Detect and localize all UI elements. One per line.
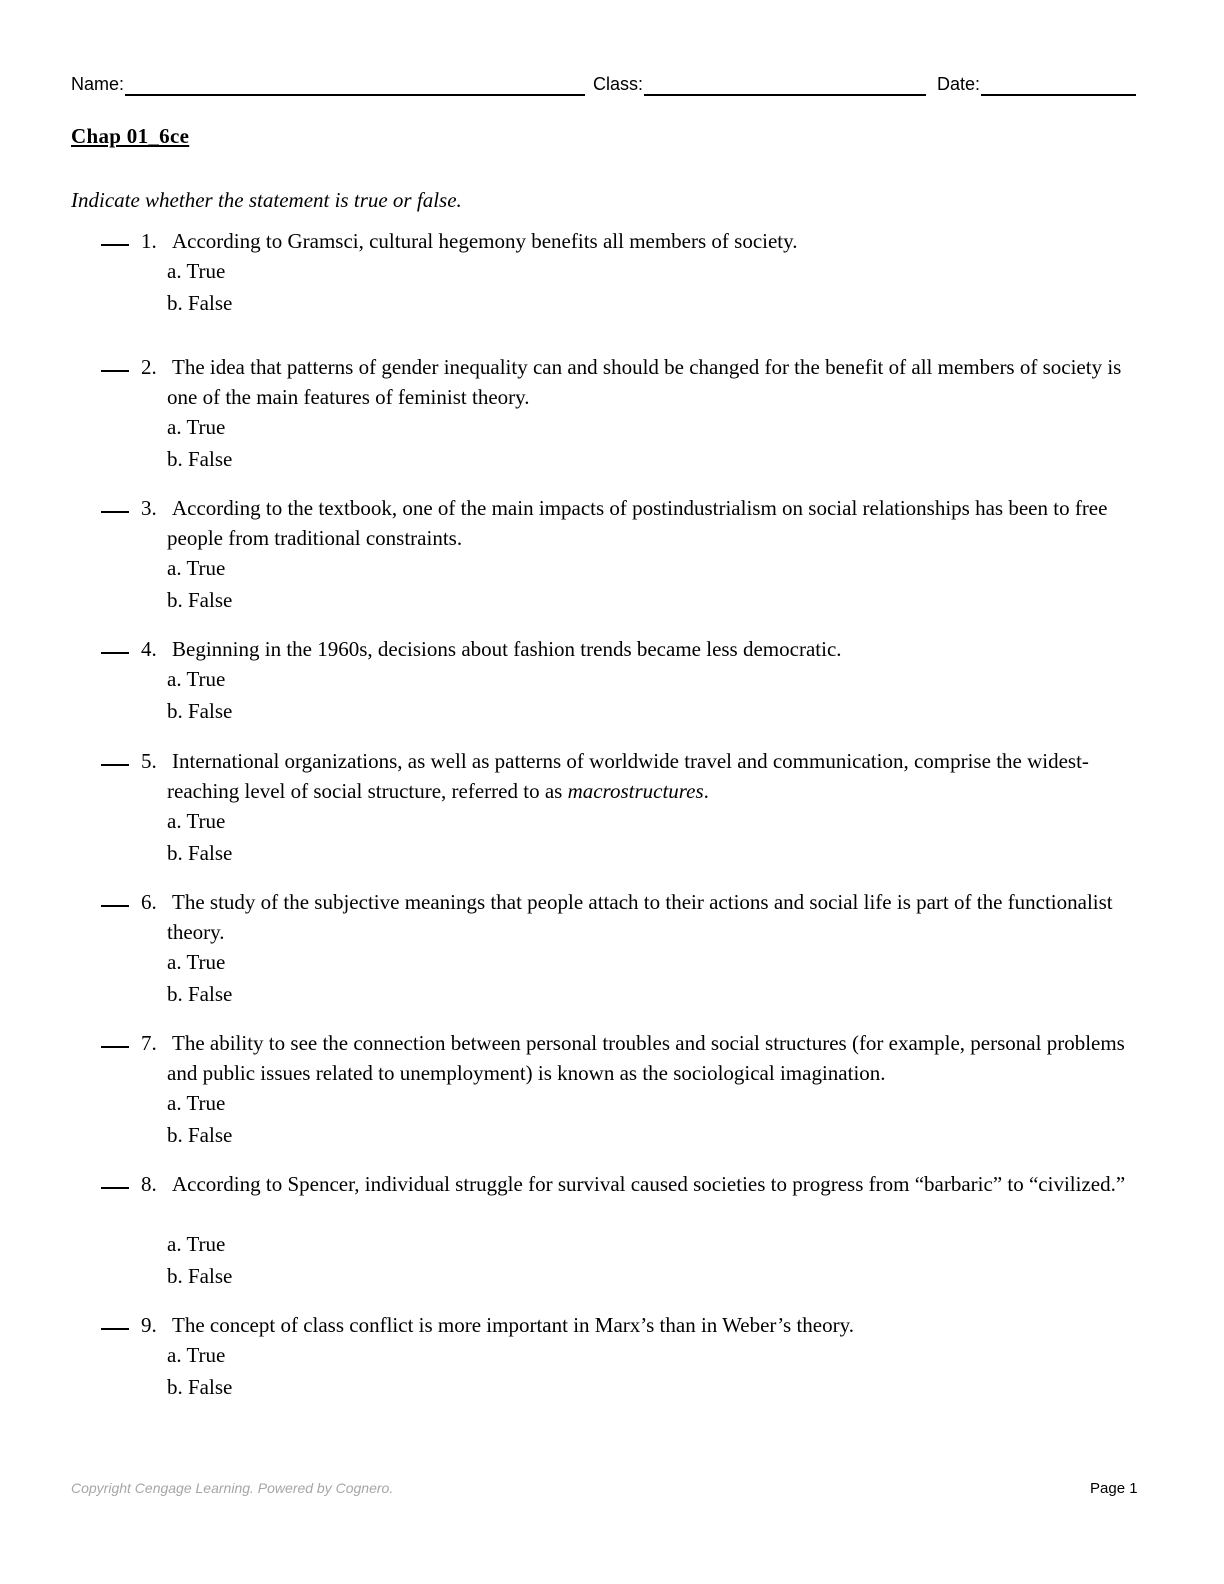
answer-blank[interactable] bbox=[101, 652, 129, 654]
option-true: a. True bbox=[167, 415, 226, 439]
option-false: b. False bbox=[167, 699, 233, 723]
option-true: a. True bbox=[167, 667, 226, 691]
name-label: Name: bbox=[71, 74, 125, 94]
copyright-notice: Copyright Cengage Learning. Powered by Cognero. bbox=[71, 1480, 394, 1496]
option-true: a. True bbox=[167, 809, 226, 833]
question-number: 8. bbox=[141, 1172, 157, 1196]
question-stem: The study of the subjective meanings that people attach to their actions and social life is part of the functionalist theory. bbox=[167, 890, 1113, 944]
answer-blank[interactable] bbox=[101, 511, 129, 513]
option-true: a. True bbox=[167, 259, 226, 283]
option-true: a. True bbox=[167, 1343, 226, 1367]
option-true: a. True bbox=[167, 950, 226, 974]
option-false: b. False bbox=[167, 291, 233, 315]
student-info-header bbox=[71, 72, 1141, 98]
question-number: 9. bbox=[141, 1313, 157, 1337]
question-stem: According to Gramsci, cultural hegemony benefits all members of society. bbox=[172, 229, 798, 253]
instructions: Indicate whether the statement is true or false. bbox=[71, 188, 462, 212]
name-line[interactable] bbox=[125, 74, 585, 96]
question-number: 3. bbox=[141, 496, 157, 520]
question-number: 2. bbox=[141, 355, 157, 379]
option-true: a. True bbox=[167, 556, 226, 580]
option-false: b. False bbox=[167, 1375, 233, 1399]
question-stem: According to the textbook, one of the main impacts of postindustrialism on social relationships has been to free people from traditional constraints. bbox=[167, 496, 1108, 550]
question-stem: The idea that patterns of gender inequality can and should be changed for the benefit of all members of society is one of the main features of feminist theory. bbox=[167, 355, 1122, 409]
answer-blank[interactable] bbox=[101, 764, 129, 766]
question-stem: Beginning in the 1960s, decisions about fashion trends became less democratic. bbox=[172, 637, 842, 661]
name-field[interactable] bbox=[71, 72, 585, 96]
class-line[interactable] bbox=[644, 74, 926, 96]
date-label: Date: bbox=[937, 74, 981, 94]
option-false: b. False bbox=[167, 1123, 233, 1147]
question-number: 7. bbox=[141, 1031, 157, 1055]
question-stem: According to Spencer, individual struggle for survival caused societies to progress from “barbaric” to “civilized.” bbox=[172, 1172, 1126, 1196]
answer-blank[interactable] bbox=[101, 244, 129, 246]
question-number: 4. bbox=[141, 637, 157, 661]
option-false: b. False bbox=[167, 1264, 233, 1288]
question-number: 5. bbox=[141, 749, 157, 773]
question-stem bbox=[167, 746, 1142, 806]
page-number: Page 1 bbox=[1090, 1480, 1138, 1497]
stem-end: . bbox=[703, 779, 709, 803]
answer-blank[interactable] bbox=[101, 1046, 129, 1048]
class-label: Class: bbox=[593, 74, 644, 94]
option-false: b. False bbox=[167, 447, 233, 471]
option-true: a. True bbox=[167, 1232, 226, 1256]
page-title: Chap 01_6ce bbox=[71, 124, 190, 148]
question-stem: The concept of class conflict is more important in Marx’s than in Weber’s theory. bbox=[172, 1313, 854, 1337]
option-false: b. False bbox=[167, 588, 233, 612]
question-stem: The ability to see the connection between personal troubles and social structures (for example, personal problems and public issues related to unemployment) is known as the sociological imagination. bbox=[167, 1031, 1125, 1085]
answer-blank[interactable] bbox=[101, 1328, 129, 1330]
class-field[interactable] bbox=[593, 72, 926, 96]
option-false: b. False bbox=[167, 982, 233, 1006]
option-true: a. True bbox=[167, 1091, 226, 1115]
answer-blank[interactable] bbox=[101, 905, 129, 907]
answer-blank[interactable] bbox=[101, 370, 129, 372]
answer-blank[interactable] bbox=[101, 1187, 129, 1189]
option-false: b. False bbox=[167, 841, 233, 865]
stem-text: International organizations, as well as patterns of worldwide travel and communication, comprise the widest-reaching level of social structure, referred to as bbox=[167, 749, 1089, 803]
question-number: 6. bbox=[141, 890, 157, 914]
stem-italic-term: macrostructures bbox=[567, 779, 704, 803]
date-line[interactable] bbox=[981, 74, 1136, 96]
date-field[interactable] bbox=[937, 72, 1136, 96]
question-number: 1. bbox=[141, 229, 157, 253]
